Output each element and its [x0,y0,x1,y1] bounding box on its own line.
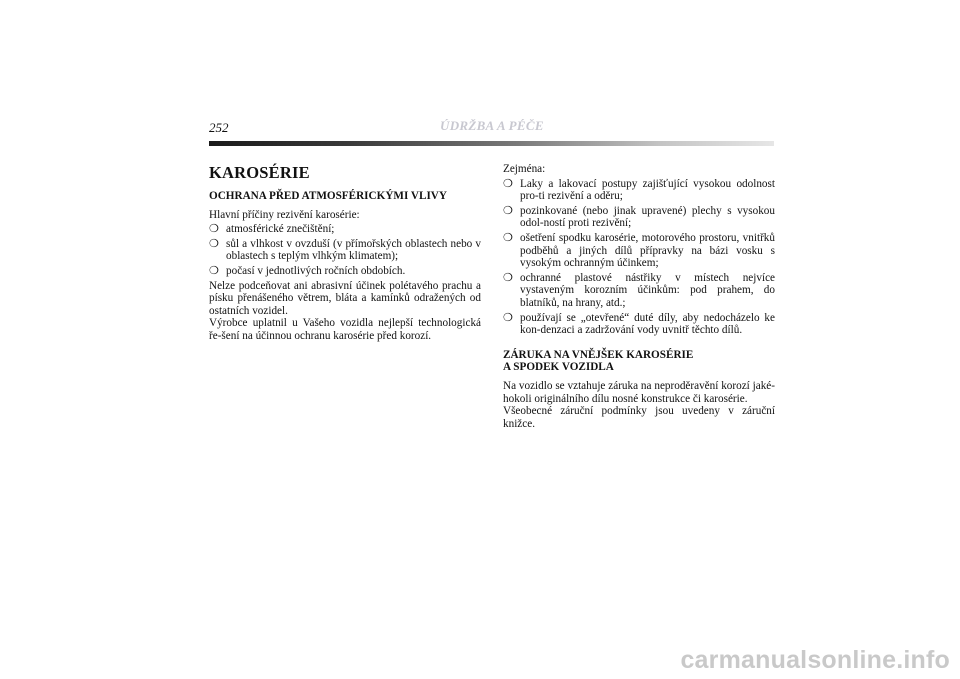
list-item [209,238,481,263]
list-item [209,265,481,278]
list-item-text: počasí v jednotlivých ročních obdobích. [226,264,406,277]
section-subtitle: OCHRANA PŘED ATMOSFÉRICKÝMI VLIVY [209,190,447,202]
list-item-text: ošetření spodku karosérie, motorového prostoru, vnitřků podběhů a jiných dílů přípravky na bázi vosku s vysokým ochranným účinkem; [520,231,775,270]
list-item-text: sůl a vlhkost v ovzduší (v přímořských oblastech nebo v oblastech s teplým vlhkým klimatem); [226,237,481,263]
list-item [209,223,481,236]
body-paragraph: Výrobce uplatnil u Vašeho vozidla nejlepší technologická ře-šení na účinnou ochranu karosérie před korozí. [209,317,481,342]
body-paragraph: Na vozidlo se vztahuje záruka na neproděravění korozí jaké-hokoli originálního dílu nosné konstrukce či karosérie. [503,379,775,405]
right-column [503,163,775,430]
cause-list [209,223,481,277]
body-paragraph: Všeobecné záruční podmínky jsou uvedeny v záruční knižce. [503,405,775,430]
circle-bullet-icon: ❍ [209,263,219,277]
running-title: ÚDRŽBA A PÉČE [440,118,544,133]
list-item [503,312,775,337]
list-item-text: pozinkované (nebo jinak upravené) plechy s vysokou odol-ností proti rezivění; [520,204,775,230]
circle-bullet-icon: ❍ [503,176,513,190]
left-column [209,163,481,343]
circle-bullet-icon: ❍ [209,222,219,236]
watermark: carmanualsonline.info [680,646,950,674]
body-paragraph: Nelze podceňovat ani abrasivní účinek polétavého prachu a písku přenášeného větrem, bláta a kamínků odražených od ostatních vozidel. [209,279,481,317]
section-title: KAROSÉRIE [209,163,310,182]
page-number: 252 [209,120,229,135]
warranty-subtitle [503,349,775,374]
circle-bullet-icon: ❍ [503,230,513,244]
circle-bullet-icon: ❍ [503,270,513,284]
list-item [503,205,775,230]
circle-bullet-icon: ❍ [503,203,513,217]
list-item-text: ochranné plastové nástřiky v místech nejvíce vystaveným korozním účinkům: pod prahem, do blatníků, na hrany, atd.; [520,271,775,309]
protection-list [503,178,775,337]
list-item-text: Laky a lakovací postupy zajišťující vysokou odolnost pro-ti rezivění a oděru; [520,177,775,203]
circle-bullet-icon: ❍ [209,236,219,250]
intro-text: Hlavní příčiny rezivění karosérie: [209,208,360,221]
list-item-text: používají se „otevřené“ duté díly, aby nedocházelo ke kon-denzaci a zadržování vody uvnitř těchto dílů. [520,311,775,337]
list-item [503,178,775,203]
circle-bullet-icon: ❍ [503,310,513,324]
warranty-subtitle-line: ZÁRUKA NA VNĚJŠEK KAROSÉRIE [503,348,694,361]
intro-text: Zejména: [503,163,546,175]
list-item [503,232,775,270]
warranty-subtitle-line: A SPODEK VOZIDLA [503,361,614,374]
list-item [503,272,775,310]
header-rule [209,141,774,146]
list-item-text: atmosférické znečištění; [226,223,335,236]
